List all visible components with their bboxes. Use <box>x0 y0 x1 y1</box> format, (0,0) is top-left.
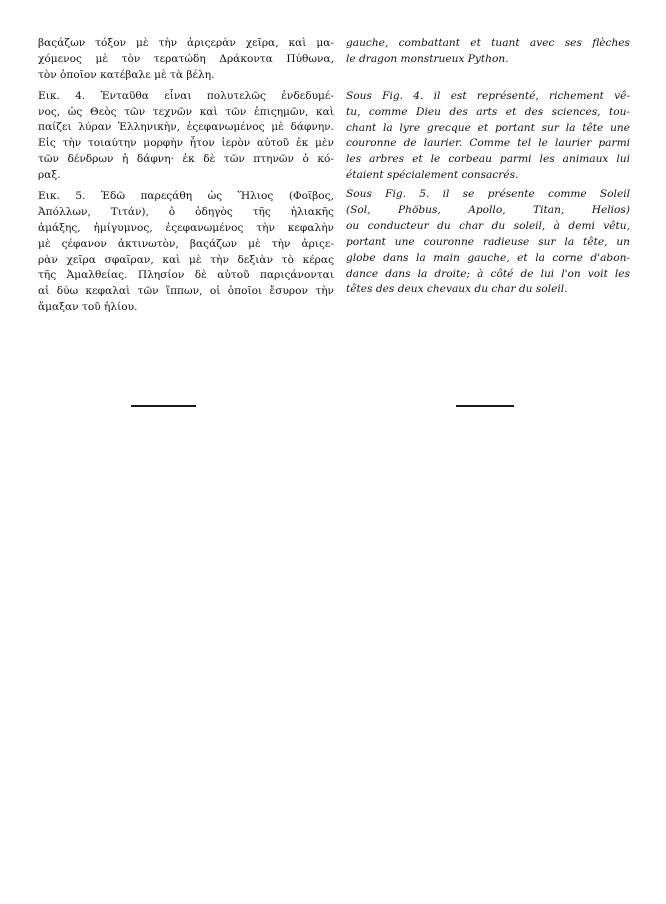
section-divider-left <box>131 405 196 407</box>
text-line: χόμενος μὲ τὸν τερατώδη Δράκοντα Πύθωνα, <box>38 52 334 65</box>
text-line: τῆς Ἀμαλθείας. Πλησίον δὲ αὐτοῦ παριςάνονται <box>38 269 334 282</box>
text-line: Εικ. 5. Ἐδῶ παρεςάθη ὡς Ἥλιος (Φοῖβος, <box>38 190 334 203</box>
greek-text-column <box>38 36 334 316</box>
french-paragraph-continuation <box>346 36 630 68</box>
french-paragraph-fig-5 <box>346 187 630 298</box>
text-line: αἱ δύω κεφαλαὶ τῶν ἵππων, οἱ ὁποῖοι ἔσυρον τὴν <box>38 285 334 298</box>
greek-paragraph-fig-5 <box>38 189 334 316</box>
text-line: τὸν ὁποῖον κατέβαλε μὲ τὰ βέλη. <box>38 68 215 81</box>
text-line: ou conducteur du char du soleil, à demi vêtu, <box>346 219 630 232</box>
text-line: tu, comme Dieu des arts et des sciences, tou- <box>346 105 630 118</box>
text-line: les arbres et le corbeau parmi les animaux lui <box>346 153 630 166</box>
text-line: Εἰς τὴν τοιαύτην μορφὴν ἦτον ἱερὸν αὐτοῦ ἐκ μὲν <box>38 137 334 150</box>
greek-paragraph-continuation <box>38 36 334 84</box>
text-line: παίζει λύραν Ἑλληνικὴν, ἐςεφανωμένος μὲ δάφνην. <box>38 121 334 134</box>
greek-paragraph-fig-4 <box>38 89 334 184</box>
text-line: ἅμαξαν τοῦ ἡλίου. <box>38 301 138 314</box>
text-line: couronne de laurier. Comme tel le laurier parmi <box>346 137 630 150</box>
text-line: νος, ὡς Θεὸς τῶν τεχνῶν καὶ τῶν ἐπιςημῶν, καὶ <box>38 105 334 118</box>
text-line: μὲ ςέφανον ἀκτινωτὸν, βαςάζων μὲ τὴν ἀριςε- <box>38 237 334 250</box>
text-line: globe dans la main gauche, et la corne d'abon- <box>346 251 630 264</box>
text-line: βαςάζων τόξον μὲ τὴν ἀριςερὰν χεῖρα, καὶ μα- <box>38 37 334 49</box>
text-line: dance dans la droite; à côté de lui l'on voit les <box>346 267 630 280</box>
text-line: Ἀπόλλων, Τιτάν), ὁ ὁδηγὸς τῆς ἡλιακῆς <box>38 205 334 218</box>
text-line: Sous Fig. 4. il est représenté, richement vê- <box>346 89 630 102</box>
text-line: gauche, combattant et tuant avec ses flèches <box>346 37 630 49</box>
text-line: le dragon monstrueux Python. <box>346 52 509 65</box>
text-line: ἁμάξης, ἡμίγυμνος, ἐςεφανωμένος τὴν κεφαλὴν <box>38 221 334 234</box>
text-line: Εικ. 4. Ἐνταῦθα εἶναι πολυτελῶς ἐνδεδυμέ- <box>38 89 334 102</box>
text-line: étaient spécialement consacrés. <box>346 169 519 182</box>
french-paragraph-fig-4 <box>346 89 630 184</box>
text-line: portant une couronne radieuse sur la tête, un <box>346 235 630 248</box>
text-line: chant la lyre grecque et portant sur la tête une <box>346 121 630 134</box>
text-line: ραξ. <box>38 169 61 182</box>
text-line: (Sol, Phöbus, Apollo, Titan, Helios) <box>346 204 630 217</box>
text-line: Sous Fig. 5. il se présente comme Soleil <box>346 188 630 201</box>
section-divider-right <box>456 405 514 407</box>
text-line: τῶν δένδρων ἡ δάφνη· ἐκ δὲ τῶν πτηνῶν ὁ κό- <box>38 153 334 166</box>
french-text-column <box>346 36 630 298</box>
text-line: ρὰν χεῖρα σφαῖραν, καὶ μὲ τὴν δεξιὰν τὸ κέρας <box>38 253 334 266</box>
text-line: têtes des deux chevaux du char du soleil. <box>346 283 568 296</box>
